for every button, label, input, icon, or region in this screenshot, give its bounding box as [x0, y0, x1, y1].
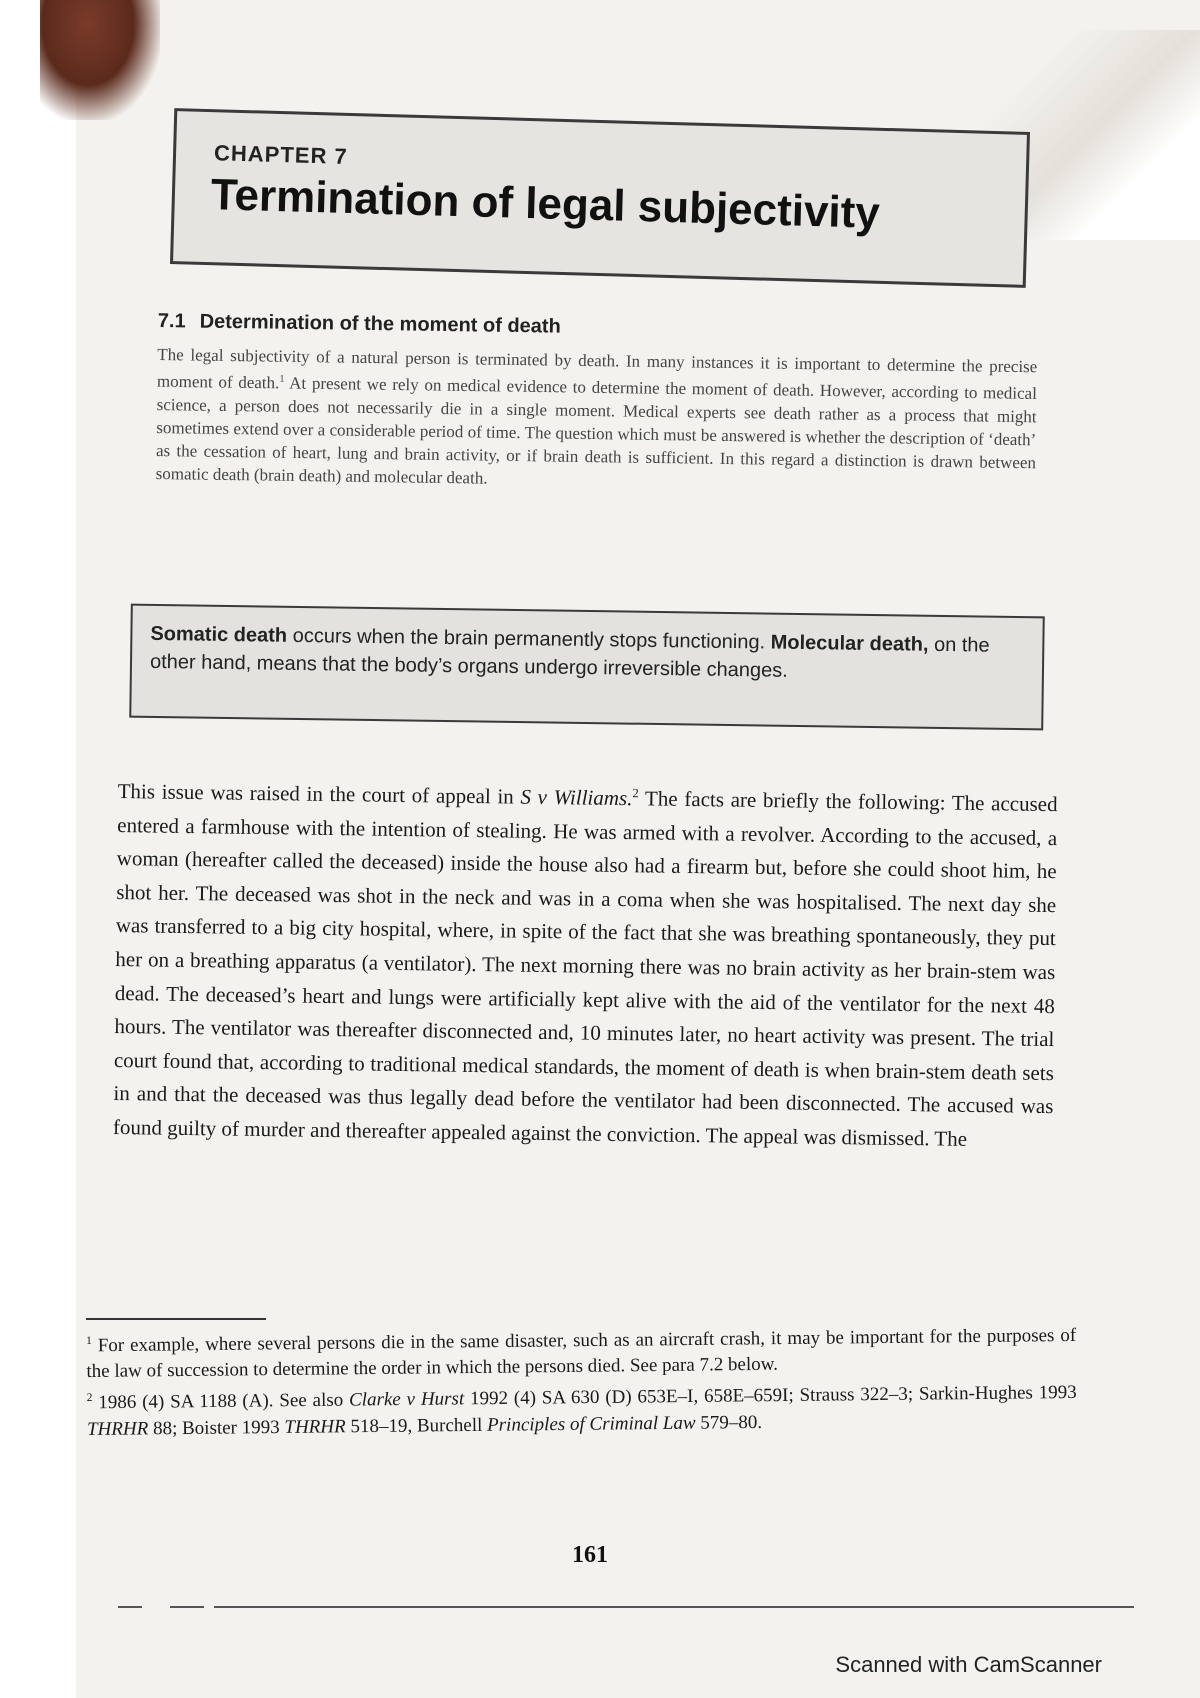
footnote-2-number: 2	[86, 1392, 93, 1405]
footnote-2-text-d: 518–19, Burchell	[345, 1414, 488, 1437]
section-heading-text: Determination of the moment of death	[199, 310, 561, 338]
definition-text-1: occurs when the brain permanently stops functioning.	[286, 624, 771, 654]
section-7-1	[156, 310, 1038, 497]
footnote-1-text: For example, where several persons die in the same disaster, such as an aircraft crash, it may be important for the purposes of the law of succession to determine the order in which the persons died. See para 7.2 below.	[86, 1324, 1077, 1383]
scanner-watermark: Scanned with CamScanner	[835, 1652, 1102, 1677]
footnote-ref-2: 2	[632, 786, 639, 801]
footnote-2-case: Clarke v Hurst	[348, 1388, 465, 1411]
footnote-1	[86, 1318, 1077, 1386]
footnote-2-book: Principles of Criminal Law	[487, 1412, 696, 1436]
footnote-2-text-a: 1986 (4) SA 1188 (A). See also	[92, 1389, 350, 1414]
main-paragraph	[113, 770, 1058, 1158]
chapter-title: Termination of legal subjectivity	[210, 170, 881, 238]
definition-text	[150, 620, 1021, 688]
main-text-b: The facts are briefly the following: The accused entered a farmhouse with the intention of stealing. He was armed with a revolver. According to the accused, a woman (hereafter called the deceased) inside the house also had a firearm but, before she could shoot him, he shot her. The deceased was shot in the neck and was in a coma when she was hospitalised. The next day she was transferred to a big city hospital, where, in spite of the fact that she was breathing spontaneously, they put her on a breathing apparatus (a ventilator). The next morning there was no brain activity as her brain-stem was dead. The deceased’s heart and lungs were artificially kept alive with the aid of the ventilator for the next 48 hours. The ventilator was thereafter disconnected and, 10 minutes later, no heart activity was present. The trial court found that, according to traditional medical standards, the moment of death is when brain-stem death sets in and that the deceased was thus legally dead before the ventilator had been disconnected. The accused was found guilty of murder and thereafter appealed against the conviction. The appeal was dismissed. The	[112, 786, 1058, 1151]
chapter-title-box	[170, 108, 1030, 288]
bottom-rule-segment	[170, 1606, 204, 1608]
footnote-2-journal-2: THRHR	[284, 1415, 346, 1438]
bottom-rule-segment	[118, 1606, 142, 1608]
footnote-2-text-b: 1992 (4) SA 630 (D) 653E–I, 658E–659I; Strauss 322–3; Sarkin-Hughes 1993	[464, 1382, 1077, 1410]
definition-box	[129, 604, 1045, 731]
section-text-a: The legal subjectivity of a natural person is terminated by death. In many instances it is important to determine the precise moment of death.	[156, 344, 1038, 393]
footnote-1-number: 1	[86, 1334, 92, 1347]
page-number: 161	[572, 1542, 608, 1568]
footnote-2-text-c: 88; Boister 1993	[148, 1416, 285, 1440]
term-molecular-death: Molecular death,	[770, 631, 929, 656]
main-text-a: This issue was raised in the court of appeal in	[117, 778, 521, 809]
footnote-2-journal-1: THRHR	[86, 1418, 149, 1440]
footnote-ref-1: 1	[279, 373, 285, 385]
case-name: S v Williams.	[520, 784, 633, 811]
section-number: 7.1	[157, 310, 186, 333]
footnote-2	[87, 1375, 1078, 1443]
definition-text-2: on the other hand, means that the body’s organs undergo irreversible changes.	[149, 633, 990, 682]
footnote-rule	[86, 1318, 266, 1320]
finger-shadow	[40, 0, 160, 120]
section-text-b: At present we rely on medical evidence to determine the moment of death. However, according to medical science, a person does not necessarily die in a single moment. Medical experts see death rather as a process that might sometimes extend over a considerable period of time. The question which must be answered is whether the description of ‘death’ as the cessation of heart, lung and brain activity, or if brain death is sufficient. In this regard a distinction is drawn between somatic death (brain death) and molecular death.	[155, 373, 1038, 488]
chapter-label: CHAPTER 7	[213, 140, 349, 169]
term-somatic-death: Somatic death	[150, 622, 288, 647]
footnote-2-text-e: 579–80.	[695, 1411, 763, 1434]
footnotes	[86, 1318, 1077, 1443]
section-paragraph	[156, 343, 1038, 497]
bottom-rule	[214, 1606, 1134, 1608]
